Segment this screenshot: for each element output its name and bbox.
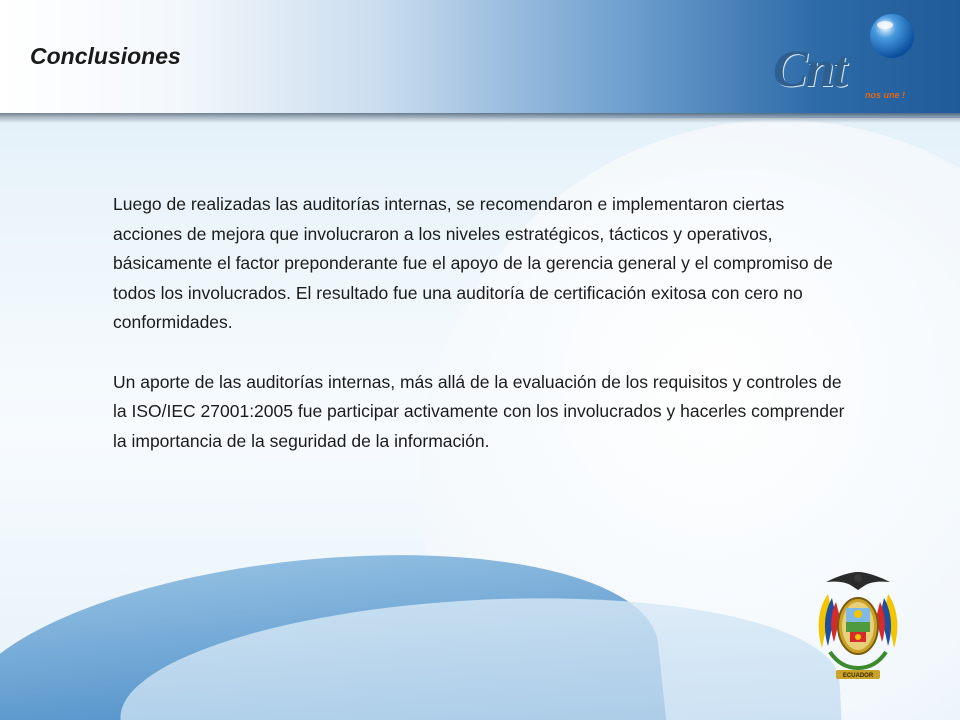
header-banner — [0, 0, 960, 118]
emblem-label: ECUADOR — [842, 673, 874, 679]
paragraph-2: Un aporte de las auditorías internas, más allá de la evaluación de los requisitos y controles de la ISO/IEC 27001:2005 fue participar activamente con los involucrados y hacerles comprender la importancia de la seguridad de la información. — [113, 371, 845, 451]
cnt-logo-icon — [765, 8, 925, 108]
page-title: Conclusiones — [30, 43, 181, 69]
slide-content — [113, 190, 853, 486]
coat-of-arms-icon — [808, 568, 908, 684]
logo-sphere-icon — [868, 12, 916, 60]
paragraph-1: Luego de realizadas las auditorías internas, se recomendaron e implementaron ciertas acciones de mejora que involucraron a los niveles estratégicos, tácticos y operativos, básicamente el factor preponderante fue el apoyo de la gerencia general y el compromiso de todos los involucrados. El resultado fue una auditoría de certificación exitosa con cero no conformidades. — [113, 194, 833, 332]
header-shadow — [0, 113, 960, 123]
logo-tagline: nos une ! — [865, 90, 905, 100]
logo-wordmark: Cnt — [773, 41, 846, 98]
